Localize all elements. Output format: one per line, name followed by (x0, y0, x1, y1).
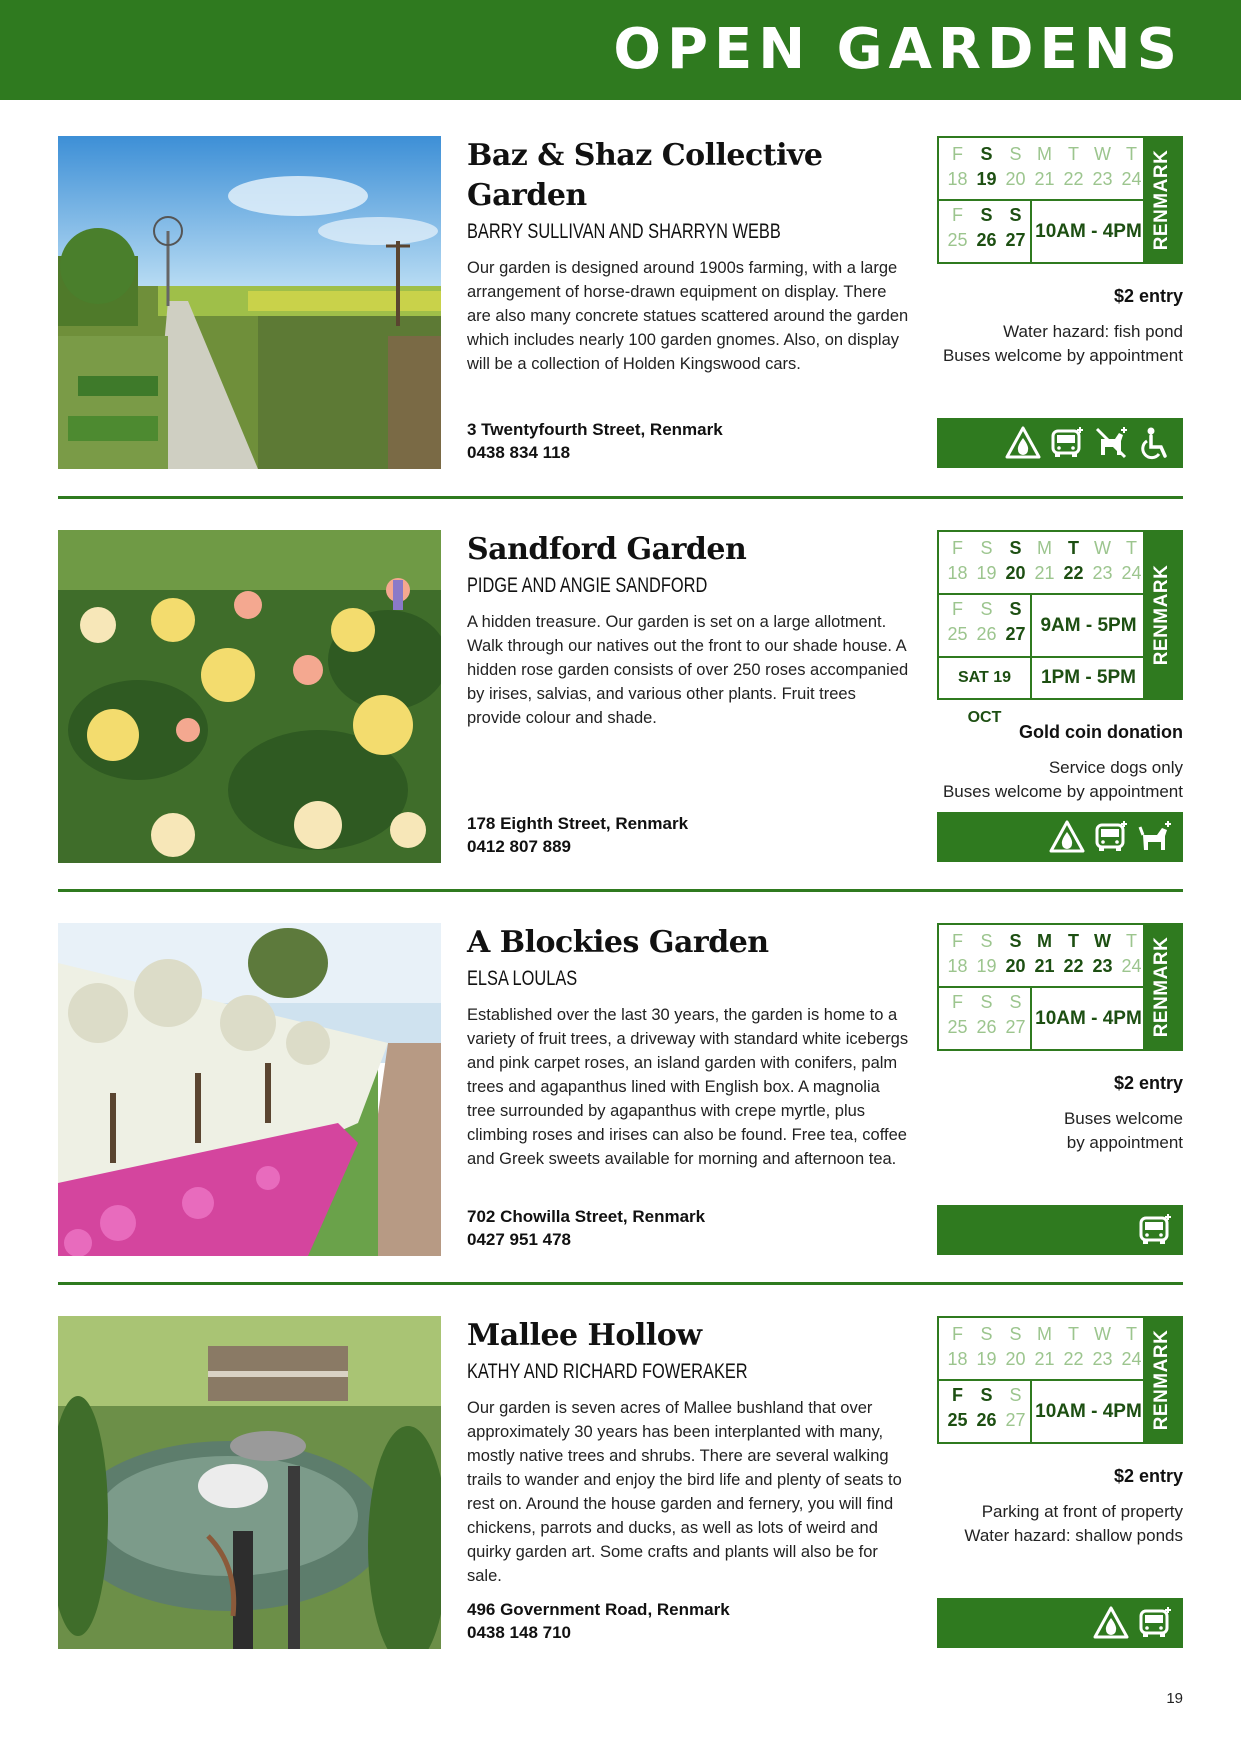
garden-info (467, 530, 912, 866)
day-date: 22 (1063, 956, 1084, 976)
calendar-day (972, 536, 1001, 586)
garden-owners: BARRY SULLIVAN AND SHARRYN WEBB (467, 220, 781, 243)
calendar-day (943, 1322, 972, 1372)
calendar-day (972, 929, 1001, 979)
calendar-day (1088, 536, 1117, 586)
no-dogs-icon (1093, 425, 1129, 461)
calendar-day (1117, 536, 1146, 586)
day-letter: F (952, 1324, 963, 1344)
entry-fee: Gold coin donation (1019, 722, 1183, 742)
calendar-day (1088, 142, 1117, 192)
facility-icon-bar (937, 1205, 1183, 1255)
garden-owners: PIDGE AND ANGIE SANDFORD (467, 574, 708, 597)
day-letter: M (1037, 931, 1052, 951)
day-letter: S (1009, 1385, 1022, 1405)
day-date: 20 (1005, 1349, 1026, 1369)
day-date: 19 (976, 1349, 997, 1369)
calendar-day (1001, 203, 1030, 253)
day-letter: W (1094, 144, 1111, 164)
bus-icon (1049, 425, 1085, 461)
calendar-day (943, 142, 972, 192)
calendar-day (1059, 1322, 1088, 1372)
page-number: 19 (1166, 1690, 1183, 1707)
day-letter: S (1009, 599, 1022, 619)
calendar-day (1030, 1322, 1059, 1372)
calendar-week-1 (939, 1318, 1145, 1379)
garden-name: Baz & Shaz Collective Garden (467, 138, 823, 213)
calendar-day (972, 142, 1001, 192)
note-line: Water hazard: shallow ponds (964, 1526, 1183, 1545)
town-label (1143, 1318, 1181, 1442)
note-line: Buses welcome (1063, 1109, 1183, 1128)
garden-side-panel (937, 136, 1183, 472)
garden-address: 3 Twentyfourth Street, Renmark (467, 420, 723, 439)
facility-icons (1005, 425, 1173, 461)
day-date: 18 (947, 956, 968, 976)
garden-address: 496 Government Road, Renmark (467, 1600, 730, 1619)
calendar-day (1001, 536, 1030, 586)
day-date: 26 (976, 1410, 997, 1430)
calendar-day (1001, 1383, 1030, 1433)
town-name: RENMARK (1151, 564, 1172, 666)
day-letter: S (980, 538, 993, 558)
facility-icons (1049, 819, 1173, 855)
page-header (0, 0, 1241, 100)
day-date: 21 (1034, 563, 1055, 583)
opening-hours: 10AM - 4PM (1030, 1381, 1145, 1442)
bus-icon (1137, 1212, 1173, 1248)
bus-icon (1137, 1605, 1173, 1641)
day-letter: S (980, 931, 993, 951)
calendar-week-2 (939, 593, 1145, 656)
entry-fee: $2 entry (1113, 1073, 1183, 1093)
facility-icon-bar (937, 812, 1183, 862)
day-date: 26 (976, 624, 997, 644)
day-letter: F (952, 931, 963, 951)
extra-day-label: SAT 19 OCT (957, 669, 1012, 726)
calendar-day (1117, 142, 1146, 192)
page-title: OPEN GARDENS (613, 17, 1183, 82)
garden-description: Established over the last 30 years, the garden is home to a variety of fruit trees, a driveway with standard white icebergs and pink carpet roses, an island garden with conifers, palm trees and agapanthus lined with English box. A magnolia tree surrounded by agapanthus with crepe myrtle, plus climbing roses and irises can also be found. Free tea, coffee and Greek sweets available for morning and afternoon tea. (467, 1006, 909, 1168)
town-name: RENMARK (1151, 1329, 1172, 1431)
entry-fee: $2 entry (1113, 286, 1183, 306)
day-date: 25 (947, 624, 968, 644)
calendar-day (1001, 1322, 1030, 1372)
town-label (1143, 925, 1181, 1049)
garden-contact (467, 812, 688, 858)
note-line: Buses welcome by appointment (942, 346, 1183, 365)
garden-description: Our garden is designed around 1900s farming, with a large arrangement of horse-drawn equipment on display. There are also many concrete statues scattered around the garden which includes nearly 100 garden gnomes. Also, on display will be a collection of Holden Kingswood cars. (467, 259, 909, 373)
day-letter: S (980, 144, 993, 164)
opening-calendar (937, 530, 1183, 726)
garden-description: Our garden is seven acres of Mallee bushland that over approximately 30 years has been interplanted with many, mostly native trees and shrubs. There are several walking trails to wander and enjoy the bird life and plenty of seats to rest on. Around the house garden and fernery, you will find chickens, parrots and ducks, as well as lots of weird and quirky garden art. Some crafts and plants will also be for sale. (467, 1399, 902, 1585)
day-letter: S (1009, 538, 1022, 558)
garden-photo (58, 923, 441, 1256)
day-date: 27 (1005, 1017, 1026, 1037)
day-letter: T (1126, 931, 1137, 951)
calendar-day (972, 1383, 1001, 1433)
facility-icons (1137, 1212, 1173, 1248)
opening-calendar (937, 136, 1183, 264)
day-date: 24 (1121, 563, 1142, 583)
day-date: 18 (947, 1349, 968, 1369)
day-date: 23 (1092, 956, 1113, 976)
calendar-day (1059, 536, 1088, 586)
garden-listing (0, 1316, 1241, 1652)
facility-icon-bar (937, 418, 1183, 468)
day-letter: S (980, 1324, 993, 1344)
day-date: 26 (976, 230, 997, 250)
day-letter: S (1009, 205, 1022, 225)
calendar-day (1001, 929, 1030, 979)
day-date: 22 (1063, 169, 1084, 189)
calendar-days (939, 138, 1145, 262)
day-date: 20 (1005, 563, 1026, 583)
opening-calendar (937, 1316, 1183, 1444)
day-date: 19 (976, 956, 997, 976)
calendar-week-1 (939, 925, 1145, 986)
day-date: 18 (947, 563, 968, 583)
water-hazard-icon (1093, 1605, 1129, 1641)
calendar-day (972, 1322, 1001, 1372)
day-letter: T (1126, 538, 1137, 558)
garden-side-panel (937, 923, 1183, 1259)
calendar-day (1088, 929, 1117, 979)
day-date: 27 (1005, 1410, 1026, 1430)
day-letter: F (952, 144, 963, 164)
calendar-day (943, 597, 972, 647)
day-letter: W (1094, 538, 1111, 558)
calendar-day (1117, 929, 1146, 979)
note-line: Buses welcome by appointment (942, 782, 1183, 801)
garden-address: 178 Eighth Street, Renmark (467, 814, 689, 833)
day-letter: F (952, 538, 963, 558)
day-letter: S (980, 205, 993, 225)
day-letter: M (1037, 144, 1052, 164)
day-date: 25 (947, 230, 968, 250)
calendar-week-1 (939, 138, 1145, 199)
day-letter: T (1126, 144, 1137, 164)
day-date: 21 (1034, 956, 1055, 976)
day-letter: T (1068, 538, 1079, 558)
garden-contact (467, 1205, 705, 1251)
garden-owners: ELSA LOULAS (467, 967, 578, 990)
section-divider (58, 889, 1183, 892)
day-letter: F (952, 599, 963, 619)
extra-day-hours: 1PM - 5PM (1030, 658, 1145, 698)
calendar-day (1117, 1322, 1146, 1372)
service-dog-icon (1137, 819, 1173, 855)
garden-name: Mallee Hollow (467, 1318, 702, 1353)
day-date: 24 (1121, 1349, 1142, 1369)
garden-info (467, 136, 912, 472)
day-date: 24 (1121, 956, 1142, 976)
calendar-day (943, 1383, 972, 1433)
day-date: 23 (1092, 1349, 1113, 1369)
garden-phone: 0438 148 710 (467, 1623, 571, 1642)
section-divider (58, 496, 1183, 499)
wheelchair-icon (1137, 425, 1173, 461)
garden-notes (943, 756, 1183, 804)
calendar-day (943, 990, 972, 1040)
day-date: 25 (947, 1410, 968, 1430)
opening-calendar (937, 923, 1183, 1051)
day-date: 18 (947, 169, 968, 189)
garden-side-panel (937, 530, 1183, 866)
note-line: Water hazard: fish pond (1003, 322, 1183, 341)
day-letter: M (1037, 1324, 1052, 1344)
calendar-day (1088, 1322, 1117, 1372)
day-date: 19 (976, 169, 997, 189)
garden-phone: 0438 834 118 (467, 443, 571, 462)
garden-info (467, 923, 912, 1259)
calendar-days (939, 925, 1145, 1049)
day-letter: S (1009, 992, 1022, 1012)
calendar-day (943, 203, 972, 253)
day-letter: F (952, 205, 963, 225)
calendar-week-2 (939, 1379, 1145, 1442)
section-divider (58, 1282, 1183, 1285)
day-date: 24 (1121, 169, 1142, 189)
day-letter: S (980, 992, 993, 1012)
garden-notes (1064, 1107, 1183, 1155)
day-date: 25 (947, 1017, 968, 1037)
day-letter: T (1068, 144, 1079, 164)
day-letter: T (1126, 1324, 1137, 1344)
calendar-day (943, 929, 972, 979)
calendar-day (1030, 929, 1059, 979)
facility-icons (1093, 1605, 1173, 1641)
water-hazard-icon (1005, 425, 1041, 461)
calendar-day (1059, 142, 1088, 192)
calendar-day (972, 597, 1001, 647)
day-date: 21 (1034, 1349, 1055, 1369)
town-name: RENMARK (1151, 149, 1172, 251)
garden-photo (58, 1316, 441, 1649)
day-date: 21 (1034, 169, 1055, 189)
town-label (1143, 532, 1181, 698)
calendar-extra-day (939, 656, 1145, 726)
garden-owners: KATHY AND RICHARD FOWERAKER (467, 1360, 748, 1383)
garden-photo (58, 530, 441, 863)
day-letter: S (1009, 931, 1022, 951)
garden-notes (943, 320, 1183, 368)
day-letter: F (952, 1385, 963, 1405)
calendar-day (1001, 597, 1030, 647)
calendar-week-2 (939, 199, 1145, 262)
calendar-day (972, 990, 1001, 1040)
day-date: 27 (1005, 624, 1026, 644)
calendar-day (1030, 536, 1059, 586)
day-letter: W (1094, 931, 1111, 951)
calendar-days (939, 532, 1145, 726)
day-letter: T (1068, 1324, 1079, 1344)
day-date: 20 (1005, 956, 1026, 976)
calendar-day (972, 203, 1001, 253)
garden-notes (964, 1500, 1183, 1548)
day-letter: S (1009, 144, 1022, 164)
garden-listing (0, 530, 1241, 866)
garden-name: Sandford Garden (467, 532, 747, 567)
opening-hours: 9AM - 5PM (1030, 595, 1145, 656)
garden-phone: 0412 807 889 (467, 837, 571, 856)
garden-description: A hidden treasure. Our garden is set on a large allotment. Walk through our natives out the front to our shade house. A hidden rose garden consists of over 250 roses accompanied by irises, salvias, and various other plants. Fruit trees provide colour and shade. (467, 613, 909, 727)
note-line: by appointment (1066, 1133, 1183, 1152)
day-date: 27 (1005, 230, 1026, 250)
water-hazard-icon (1049, 819, 1085, 855)
calendar-week-1 (939, 532, 1145, 593)
garden-side-panel (937, 1316, 1183, 1652)
calendar-days (939, 1318, 1145, 1442)
garden-info (467, 1316, 912, 1652)
opening-hours: 10AM - 4PM (1030, 988, 1145, 1049)
day-date: 23 (1092, 169, 1113, 189)
facility-icon-bar (937, 1598, 1183, 1648)
garden-address: 702 Chowilla Street, Renmark (467, 1207, 706, 1226)
day-letter: F (952, 992, 963, 1012)
day-date: 23 (1092, 563, 1113, 583)
day-date: 20 (1005, 169, 1026, 189)
day-letter: M (1037, 538, 1052, 558)
note-line: Parking at front of property (981, 1502, 1183, 1521)
calendar-day (1001, 142, 1030, 192)
opening-hours: 10AM - 4PM (1030, 201, 1145, 262)
garden-listing (0, 136, 1241, 472)
town-label (1143, 138, 1181, 262)
day-letter: T (1068, 931, 1079, 951)
calendar-day (943, 536, 972, 586)
bus-icon (1093, 819, 1129, 855)
day-letter: W (1094, 1324, 1111, 1344)
day-date: 22 (1063, 1349, 1084, 1369)
calendar-day (1001, 990, 1030, 1040)
calendar-week-2 (939, 986, 1145, 1049)
garden-contact (467, 1598, 730, 1644)
garden-name: A Blockies Garden (467, 925, 769, 960)
note-line: Service dogs only (1048, 758, 1183, 777)
day-date: 22 (1063, 563, 1084, 583)
garden-phone: 0427 951 478 (467, 1230, 571, 1249)
day-date: 19 (976, 563, 997, 583)
day-letter: S (980, 599, 993, 619)
entry-fee: $2 entry (1113, 1466, 1183, 1486)
day-letter: S (1009, 1324, 1022, 1344)
calendar-day (1030, 142, 1059, 192)
town-name: RENMARK (1151, 936, 1172, 1038)
garden-contact (467, 418, 723, 464)
day-date: 26 (976, 1017, 997, 1037)
calendar-day (1059, 929, 1088, 979)
day-letter: S (980, 1385, 993, 1405)
garden-listing (0, 923, 1241, 1259)
garden-photo (58, 136, 441, 469)
